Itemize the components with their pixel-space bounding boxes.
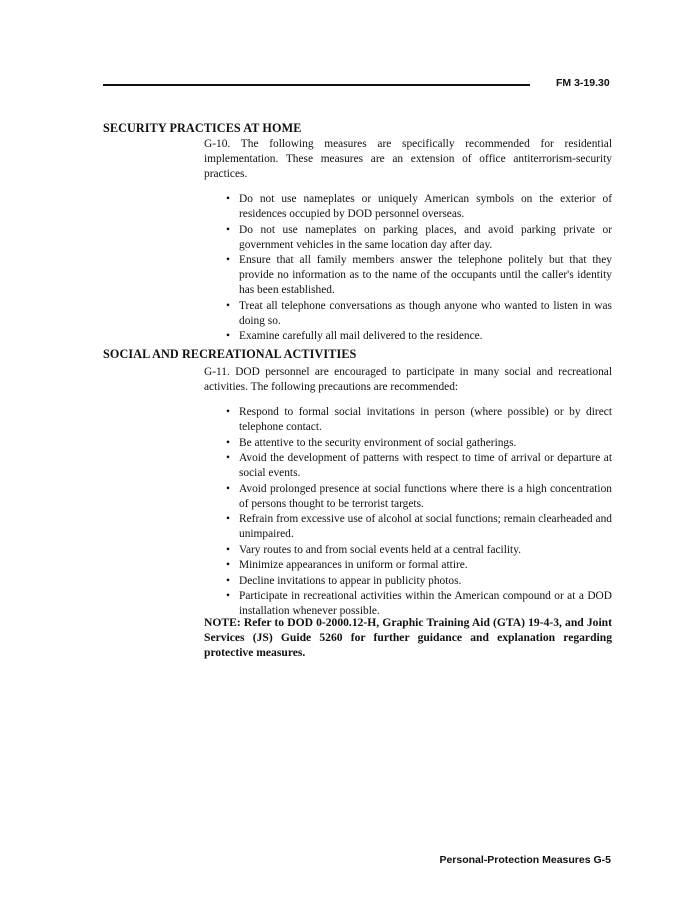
header-rule [103, 84, 530, 86]
paragraph-g11: G-11. DOD personnel are encouraged to participate in many social and recreational activities. The following precautions are recommended: [204, 366, 612, 393]
bullet-icon: • [226, 574, 230, 587]
bullet-icon: • [226, 299, 230, 312]
list-item: • Examine carefully all mail delivered to the residence. [226, 330, 483, 342]
list-item: • Treat all telephone conversations as though anyone who wanted to listen in was doing so. [226, 299, 612, 327]
list-item: • Do not use nameplates or uniquely American symbols on the exterior of residences occupied by DOD personnel overseas. [226, 193, 612, 220]
bullet-icon: • [226, 590, 230, 602]
bullet-icon: • [226, 452, 230, 464]
paragraph-g10: G-10. The following measures are specifically recommended for residential implementation. These measures are an extension of office antiterrorism-security practices. [204, 138, 612, 180]
list-item: • Refrain from excessive use of alcohol at social functions; remain clearheaded and unimpaired. [226, 513, 612, 540]
section-body-social [204, 365, 612, 620]
bullet-icon: • [226, 559, 230, 571]
bullet-icon: • [226, 436, 230, 449]
bullet-list-social [204, 405, 612, 619]
bullet-icon: • [226, 513, 230, 525]
section-heading-social: SOCIAL AND RECREATIONAL ACTIVITIES [103, 347, 357, 361]
list-item: • Be attentive to the security environment of social gatherings. [226, 436, 517, 449]
list-item: • Participate in recreational activities within the American compound or at a DOD installation whenever possible. [226, 590, 612, 617]
bullet-icon: • [226, 543, 230, 556]
page-footer: Personal-Protection Measures G-5 [439, 854, 611, 866]
list-item: • Minimize appearances in uniform or formal attire. [226, 559, 468, 571]
doc-id: FM 3-19.30 [556, 77, 610, 89]
list-item: • Vary routes to and from social events held at a central facility. [226, 543, 522, 556]
list-item: • Ensure that all family members answer the telephone politely but that they provide no information as to the name of the occupants until the caller's identity has been established. [226, 254, 612, 296]
bullet-icon: • [226, 223, 230, 236]
bullet-icon: • [226, 482, 230, 495]
note-paragraph: NOTE: Refer to DOD 0-2000.12-H, Graphic Training Aid (GTA) 19-4-3, and Joint Services (JS) Guide 5260 for further guidance and explanation regarding protective measures. [204, 616, 612, 659]
list-item: • Do not use nameplates on parking places, and avoid parking private or government vehicles in the same location day after day. [226, 223, 612, 251]
bullet-icon: • [226, 254, 230, 266]
bullet-icon: • [226, 330, 230, 342]
list-item: • Respond to formal social invitations in person (where possible) or by direct telephone contact. [226, 406, 612, 433]
bullet-list-home [204, 192, 612, 344]
section-heading-home: SECURITY PRACTICES AT HOME [103, 121, 302, 135]
list-item: • Decline invitations to appear in publicity photos. [226, 574, 462, 587]
bullet-icon: • [226, 193, 230, 205]
list-item: • Avoid prolonged presence at social functions where there is a high concentration of persons thought to be terrorist targets. [226, 482, 612, 510]
section-body-home [204, 137, 612, 345]
list-item: • Avoid the development of patterns with respect to time of arrival or departure at social events. [226, 452, 612, 479]
bullet-icon: • [226, 406, 230, 418]
